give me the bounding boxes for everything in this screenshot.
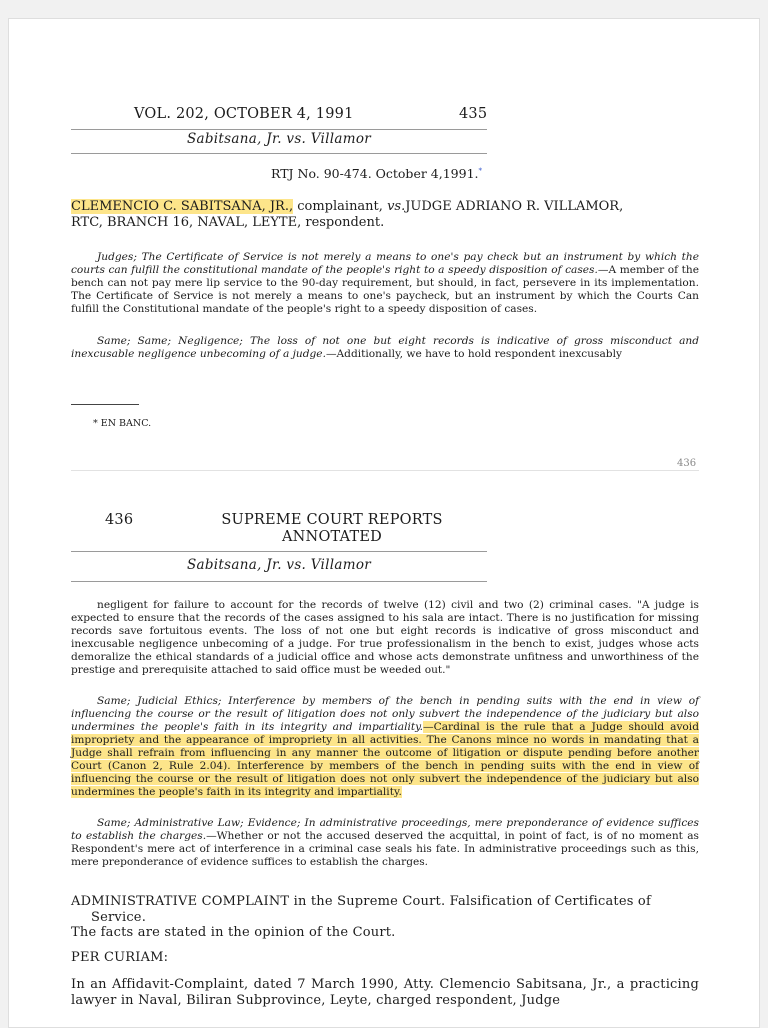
docket-number: RTJ No. 90-474. October 4,1991.: [271, 166, 479, 181]
page-number: 435: [459, 106, 488, 122]
complainant-role: complainant,: [293, 199, 388, 214]
footnote-marker-link[interactable]: *: [478, 166, 482, 175]
page-number: 436: [105, 512, 134, 528]
header-rule: [71, 551, 487, 552]
syllabus-heading: Same; Administrative Law; Evidence; In administrative proceedings, mere preponderance of evidence suffices to establish the charges.: [71, 817, 699, 842]
reporter-title-line: ANNOTATED: [282, 529, 382, 545]
reporter-title: [187, 512, 477, 546]
syllabus-paragraph: [71, 817, 699, 869]
syllabus-heading: Same; Judicial Ethics; Interference by members of the bench in pending suits with the end in view of influencing the course or the result of litigation does not only subvert the independence of the judiciary but also undermines the people's faith in its integrity and impartiality.: [71, 695, 699, 733]
running-title: Sabitsana, Jr. vs. Villamor: [186, 557, 372, 573]
admin-complaint-line: ADMINISTRATIVE COMPLAINT in the Supreme Court. Falsification of Certificates of: [71, 894, 651, 909]
syllabus-heading: Same; Same; Negligence; The loss of not one but eight records is indicative of gross misconduct and inexcusable negligence unbecoming of a judge.: [71, 335, 699, 360]
footnote: * EN BANC.: [93, 418, 152, 429]
per-curiam-heading: PER CURIAM:: [71, 950, 169, 965]
syllabus-heading: Judges; The Certificate of Service is not merely a means to one's pay check but an instrument by which the courts can fulfill the constitutional mandate of the people's right to a speedy disposition of cases.: [71, 251, 699, 276]
syllabus-text: —Additionally, we have to hold respondent inexcusably: [325, 348, 622, 360]
page-separator: [71, 470, 699, 471]
running-title: Sabitsana, Jr. vs. Villamor: [186, 131, 372, 147]
respondent-court: RTC, BRANCH 16, NAVAL, LEYTE,: [71, 214, 302, 230]
facts-line: The facts are stated in the opinion of the Court.: [71, 925, 396, 940]
page-footer-number: 436: [677, 458, 697, 469]
body-paragraph: [71, 599, 699, 677]
syllabus-text: —Whether or not the accused deserved the acquittal, in point of fact, is of no moment as Respondent's mere act of interference in a criminal case seals his fate. In administrative proceedings such as this, mere preponderance of evidence suffices to establish the charges.: [71, 830, 699, 868]
admin-complaint: [71, 894, 699, 941]
header-rule: [71, 153, 487, 154]
footnote-rule: [71, 404, 139, 405]
vs-label: vs.: [387, 199, 406, 214]
highlighted-text: —Cardinal is the rule that a Judge should avoid impropriety and the appearance of impropriety in all activities. The Canons mince no words in mandating that a Judge shall refrain from influencing in any manner the outcome of litigation or dispute pending before another Court (Canon 2, Rule 2.04). Interference by members of the bench in pending suits with the end in view of influencing the course or the result of litigation does not only subvert the independence of the judiciary but also undermines the people's faith in its integrity and impartiality.: [71, 721, 699, 798]
opinion-paragraph: In an Affidavit-Complaint, dated 7 March 1990, Atty. Clemencio Sabitsana, Jr., a practicing lawyer in Naval, Biliran Subprovince, Leyte, charged respondent, Judge: [71, 977, 699, 1008]
document-page: [8, 18, 760, 1028]
syllabus-paragraph: [71, 695, 699, 799]
complainant-name: CLEMENCIO C. SABITSANA, JR.,: [71, 199, 294, 214]
paragraph-text: negligent for failure to account for the records of twelve (12) civil and two (2) criminal cases. "A judge is expected to ensure that the records of the cases assigned to his sala are intact. There is no justification for missing records save fortuitous events. The loss of not one but eight records is indicative of gross misconduct and inexcusable negligence unbecoming of a judge. For true professionalism in the bench to exist, judges whose acts demoralize the ethical standards of a judicial office and whose acts demonstrate unfitness and unworthiness of the prestige and prerequisite attached to said office must be weeded out.": [71, 599, 699, 676]
syllabus-paragraph: [71, 335, 699, 361]
docket-line: [271, 166, 482, 181]
respondent-name: JUDGE ADRIANO R. VILLAMOR,: [405, 199, 624, 214]
parties-block: [71, 199, 699, 230]
respondent-role: respondent.: [301, 214, 385, 230]
volume-header: VOL. 202, OCTOBER 4, 1991: [134, 106, 354, 122]
admin-complaint-line: Service.: [91, 909, 147, 925]
reporter-title-line: SUPREME COURT REPORTS: [221, 512, 443, 528]
header-rule: [71, 581, 487, 582]
header-rule: [71, 129, 487, 130]
syllabus-text: —A member of the bench can not pay mere lip service to the 90-day requirement, but should, in fact, persevere in its implementation. The Certificate of Service is not merely a means to one's paycheck, but an instrument by which the Courts Can fulfill the Constitutional mandate of the people's right to a speedy disposition of cases.: [71, 264, 699, 315]
syllabus-paragraph: [71, 251, 699, 316]
